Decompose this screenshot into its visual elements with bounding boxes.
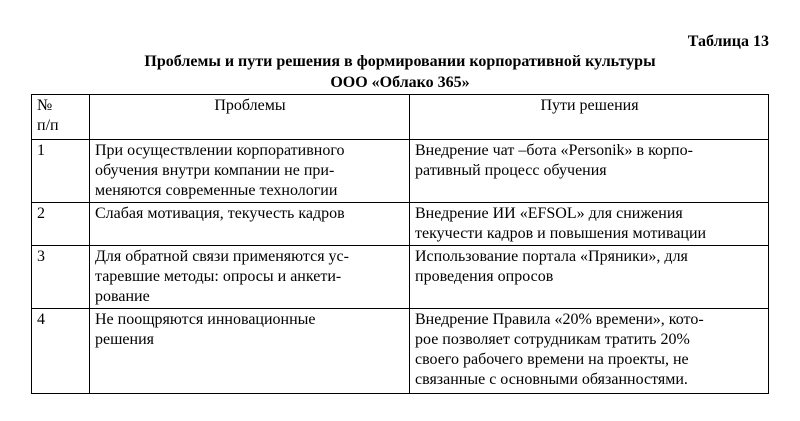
row-number: 4: [32, 309, 90, 394]
header-problems: Проблемы: [90, 95, 410, 140]
problem-line: Для обратной связи применяются ус-: [95, 248, 349, 265]
solution-cell: [410, 140, 769, 203]
table-title-line-1: Проблемы и пути решения в формировании корпоративной культуры: [144, 53, 656, 70]
solution-cell: [410, 203, 769, 246]
problem-line: обучения внутри компании не при-: [95, 162, 335, 179]
problem-cell: [90, 203, 410, 246]
solution-line: текучести кадров и повышения мотивации: [415, 225, 707, 242]
header-number: [32, 95, 90, 140]
solution-cell: [410, 246, 769, 309]
table-title-line-2: ООО «Облако 365»: [330, 74, 470, 91]
solution-line: Внедрение чат –бота «Personik» в корпо-: [415, 142, 693, 159]
header-number-line-2: п/п: [37, 117, 59, 134]
solution-line: своего рабочего времени на проекты, не: [415, 351, 689, 368]
header-number-line-1: №: [37, 97, 53, 114]
problem-line: таревшие методы: опросы и анкети-: [95, 268, 342, 285]
table-number: Таблица 13: [687, 33, 769, 50]
solution-line: Использование портала «Пряники», для: [415, 248, 688, 265]
problem-cell: [90, 309, 410, 394]
problem-line: Не поощряются инновационные: [95, 311, 316, 328]
problem-line: Слабая мотивация, текучесть кадров: [95, 205, 345, 222]
problem-cell: [90, 246, 410, 309]
table-row: [32, 203, 769, 246]
table-row: [32, 309, 769, 394]
problems-solutions-table: [31, 94, 769, 394]
solution-line: Внедрение Правила «20% времени», кото-: [415, 311, 704, 328]
table-header-row: [32, 95, 769, 140]
table-row: [32, 246, 769, 309]
problem-line: меняются современные технологии: [95, 182, 338, 199]
problem-line: При осуществлении корпоративного: [95, 142, 345, 159]
problem-cell: [90, 140, 410, 203]
solution-line: рое позволяет сотрудникам тратить 20%: [415, 331, 690, 348]
row-number: 1: [32, 140, 90, 203]
solution-cell: [410, 309, 769, 394]
problem-line: рование: [95, 288, 150, 305]
solution-line: связанные с основными обязанностями.: [415, 371, 688, 388]
row-number: 2: [32, 203, 90, 246]
header-solutions: Пути решения: [410, 95, 769, 140]
solution-line: Внедрение ИИ «EFSOL» для снижения: [415, 205, 683, 222]
row-number: 3: [32, 246, 90, 309]
solution-line: ративный процесс обучения: [415, 162, 607, 179]
problem-line: решения: [95, 331, 155, 348]
table-row: [32, 140, 769, 203]
solution-line: проведения опросов: [415, 268, 554, 285]
